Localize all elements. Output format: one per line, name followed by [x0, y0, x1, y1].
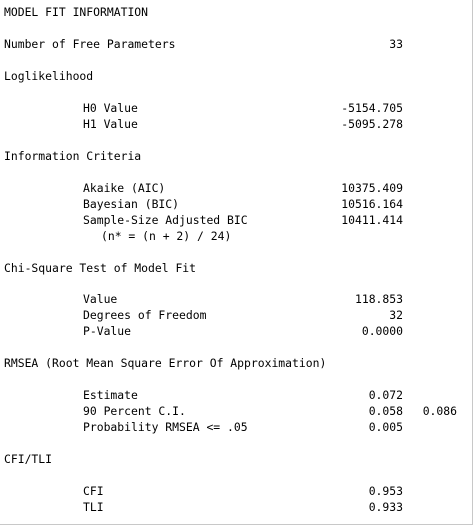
bic-label: Bayesian (BIC) — [83, 197, 180, 211]
rmsea-estimate-value: 0.072 — [368, 388, 403, 402]
tli-label: TLI — [83, 500, 104, 514]
chisq-heading: Chi-Square Test of Model Fit — [4, 261, 197, 275]
info-heading: Information Criteria — [4, 149, 142, 163]
sabic-label: Sample-Size Adjusted BIC — [83, 213, 248, 227]
h0-value: -5154.705 — [341, 101, 403, 115]
tli-value: 0.933 — [368, 500, 403, 514]
chisq-value-label: Value — [83, 292, 118, 306]
section-title: MODEL FIT INFORMATION — [4, 5, 149, 19]
rmsea-ci-low: 0.058 — [368, 404, 403, 418]
free-params-value: 33 — [389, 37, 403, 51]
cfi-value: 0.953 — [368, 484, 403, 498]
sabic-value: 10411.414 — [341, 213, 403, 227]
df-value: 32 — [389, 308, 403, 322]
chisq-value: 118.853 — [354, 292, 403, 306]
aic-value: 10375.409 — [341, 181, 403, 195]
h1-value: -5095.278 — [341, 117, 403, 131]
rmsea-ci-high: 0.086 — [422, 404, 457, 418]
aic-label: Akaike (AIC) — [83, 181, 166, 195]
df-label: Degrees of Freedom — [83, 308, 207, 322]
loglik-heading: Loglikelihood — [4, 69, 94, 83]
bic-value: 10516.164 — [341, 197, 403, 211]
free-params-label: Number of Free Parameters — [4, 37, 176, 51]
cfitli-heading: CFI/TLI — [4, 452, 53, 466]
cfi-label: CFI — [83, 484, 104, 498]
pvalue-label: P-Value — [83, 324, 132, 338]
h0-label: H0 Value — [83, 101, 138, 115]
rmsea-estimate-label: Estimate — [83, 388, 138, 402]
rmsea-ci-label: 90 Percent C.I. — [83, 404, 186, 418]
h1-label: H1 Value — [83, 117, 138, 131]
pvalue-value: 0.0000 — [361, 324, 403, 338]
rmsea-heading: RMSEA (Root Mean Square Error Of Approximation) — [4, 356, 327, 370]
rmsea-prob-label: Probability RMSEA <= .05 — [83, 420, 248, 434]
sabic-note: (n* = (n + 2) / 24) — [101, 229, 232, 243]
rmsea-prob-value: 0.005 — [368, 420, 403, 434]
